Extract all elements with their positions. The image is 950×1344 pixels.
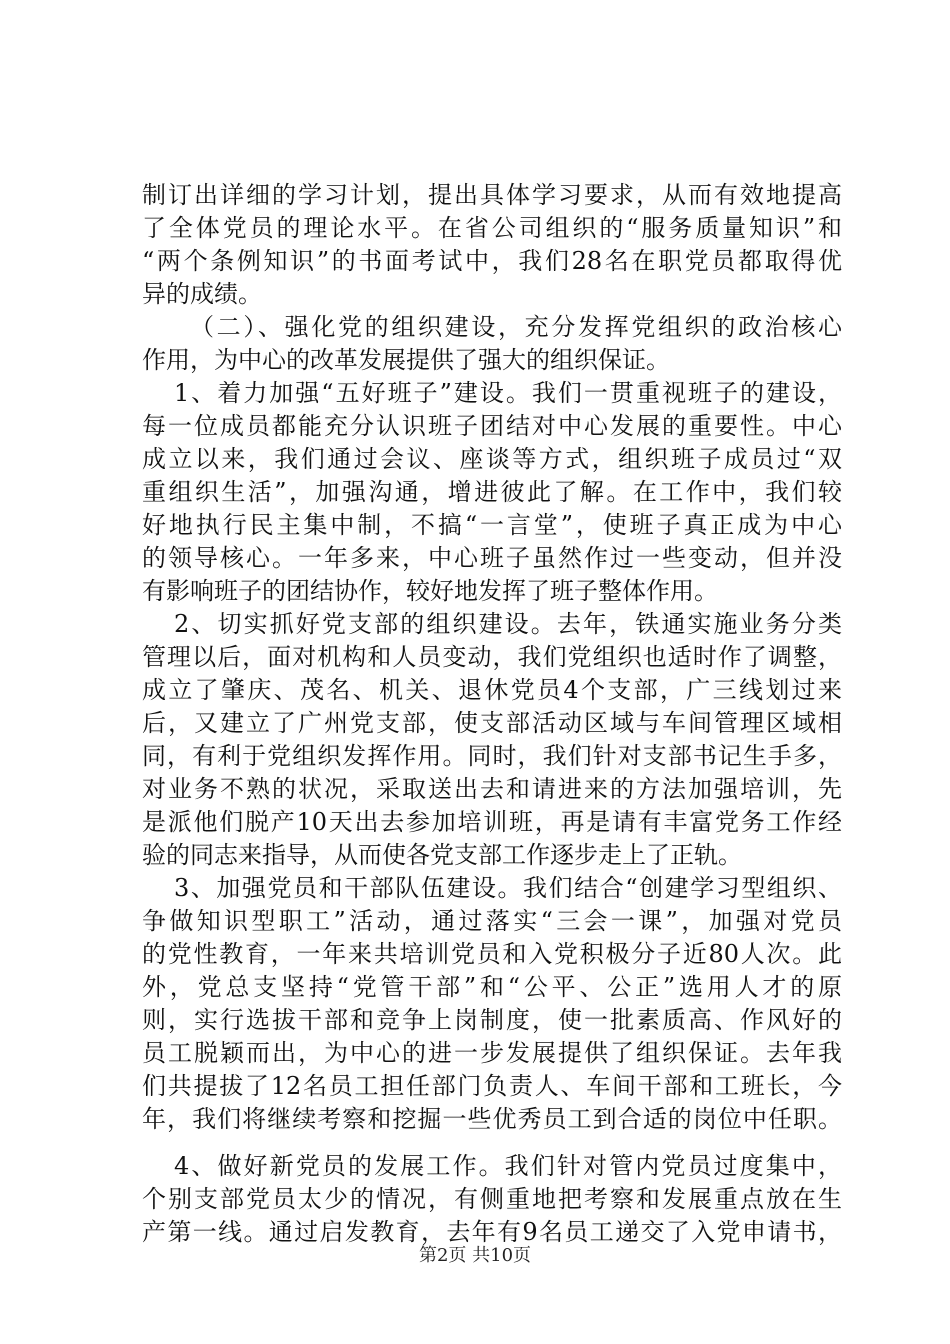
text-line: 管理以后，面对机构和人员变动，我们党组织也适时作了调整， [142,643,842,671]
text-line: 有影响班子的团结协作，较好地发挥了班子整体作用。 [142,577,718,605]
text-line: 是派他们脱产10天出去参加培训班，再是请有丰富党务工作经 [142,808,842,836]
text-line: 作用，为中心的改革发展提供了强大的组织保证。 [142,346,670,374]
paragraph-start-line: 2、切实抓好党支部的组织建设。去年，铁通实施业务分类 [174,610,842,638]
section-heading-line: （二）、强化党的组织建设，充分发挥党组织的政治核心 [190,313,842,341]
text-line: 则，实行选拔干部和竞争上岗制度，使一批素质高、作风好的 [142,1006,842,1034]
paragraph-start-line: 1、着力加强“五好班子”建设。我们一贯重视班子的建设， [174,379,842,407]
text-line: 的党性教育，一年来共培训党员和入党积极分子近80人次。此 [142,940,842,968]
text-line: 争做知识型职工”活动，通过落实“三会一课”，加强对党员 [142,907,842,935]
text-line: 成立了肇庆、茂名、机关、退休党员4个支部，广三线划过来 [142,676,842,704]
paragraph-start-line: 3、加强党员和干部队伍建设。我们结合“创建学习型组织、 [174,874,842,902]
text-line: 异的成绩。 [142,280,262,308]
text-line: 后，又建立了广州党支部，使支部活动区域与车间管理区域相 [142,709,842,737]
text-line: 的领导核心。一年多来，中心班子虽然作过一些变动，但并没 [142,544,842,572]
text-line: “两个条例知识”的书面考试中，我们28名在职党员都取得优 [142,247,842,275]
text-line: 成立以来，我们通过会议、座谈等方式，组织班子成员过“双 [142,445,842,473]
text-line: 员工脱颖而出，为中心的进一步发展提供了组织保证。去年我 [142,1039,842,1067]
paragraph-start-line: 4、做好新党员的发展工作。我们针对管内党员过度集中， [174,1152,842,1180]
text-line: 对业务不熟的状况，采取送出去和请进来的方法加强培训，先 [142,775,842,803]
text-line: 年，我们将继续考察和挖掘一些优秀员工到合适的岗位中任职。 [142,1105,842,1133]
text-line: 同，有利于党组织发挥作用。同时，我们针对支部书记生手多， [142,742,842,770]
text-line: 好地执行民主集中制，不搞“一言堂”，使班子真正成为中心 [142,511,842,539]
text-line: 外，党总支坚持“党管干部”和“公平、公正”选用人才的原 [142,973,842,1001]
text-line: 验的同志来指导，从而使各党支部工作逐步走上了正轨。 [142,841,742,869]
text-line: 重组织生活”，加强沟通，增进彼此了解。在工作中，我们较 [142,478,842,506]
text-line: 了全体党员的理论水平。在省公司组织的“服务质量知识”和 [142,214,842,242]
page-number-footer: 第2页 共10页 [418,1245,532,1266]
text-line: 们共提拔了12名员工担任部门负责人、车间干部和工班长，今 [142,1072,842,1100]
text-line: 个别支部党员太少的情况，有侧重地把考察和发展重点放在生 [142,1185,842,1213]
text-line: 制订出详细的学习计划，提出具体学习要求，从而有效地提高 [142,181,842,209]
text-line: 每一位成员都能充分认识班子团结对中心发展的重要性。中心 [142,412,842,440]
text-line: 产第一线。通过启发教育，去年有9名员工递交了入党申请书， [142,1218,842,1246]
